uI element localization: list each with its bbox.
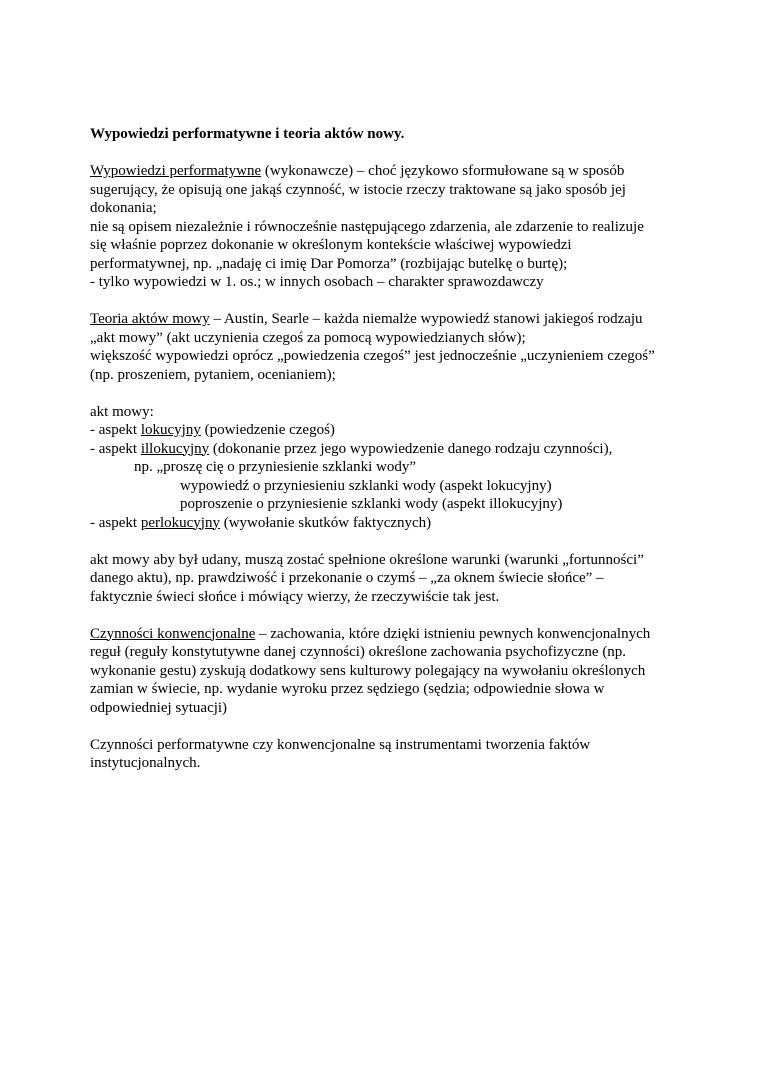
paragraph-line: odpowiedniej sytuacji): [90, 699, 228, 716]
paragraph-line: - tylko wypowiedzi w 1. os.; w innych osobach – charakter sprawozdawczy: [90, 274, 544, 290]
paragraph-line: danego aktu), np. prawdziwość i przekonanie o czymś – „za oknem świecie słońce” –: [90, 570, 604, 586]
paragraph-line: Czynności performatywne czy konwencjonalne są instrumentami tworzenia faktów: [90, 736, 591, 753]
underlined-term: illokucyjny: [140, 440, 210, 457]
section-conventional-acts: [90, 625, 675, 718]
section-conclusion: [90, 736, 675, 773]
list-item: [90, 440, 675, 459]
paragraph-line: (np. proszeniem, pytaniem, ocenianiem);: [90, 366, 336, 383]
underlined-term: Wypowiedzi performatywne: [90, 163, 262, 179]
section-performative-utterances: [90, 162, 675, 292]
text-run: (dokonanie przez jego wypowiedzenie danego rodzaju czynności),: [209, 440, 613, 457]
document-body: [90, 125, 675, 773]
text-run: (powiedzenie czegoś): [200, 422, 335, 438]
paragraph-line: akt mowy aby był udany, muszą zostać spełnione określone warunki (warunki „fortunności”: [90, 551, 644, 568]
paragraph-line: dokonania;: [90, 200, 157, 216]
spacer: [90, 532, 675, 551]
text-run: – zachowania, które dzięki istnieniu pewnych konwencjonalnych: [255, 625, 651, 642]
spacer: [90, 717, 675, 736]
paragraph-line: się właśnie poprzez dokonanie w określonym kontekście właściwej wypowiedzi: [90, 237, 572, 253]
text-run: (wykonawcze) – choć językowo sformułowane są w sposób: [261, 163, 625, 179]
underlined-term: perlokucyjny: [140, 514, 220, 531]
paragraph-line: [90, 310, 675, 329]
example-line: np. „proszę cię o przyniesienie szklanki wody”: [134, 459, 416, 475]
text-run: - aspekt: [90, 422, 141, 438]
section-speech-act-aspects: [90, 403, 675, 533]
section-felicity-conditions: [90, 551, 675, 607]
spacer: [90, 606, 675, 625]
document-title: Wypowiedzi performatywne i teoria aktów nowy.: [90, 126, 405, 142]
paragraph-line: akt mowy:: [90, 403, 154, 420]
spacer: [90, 144, 675, 163]
list-item: [90, 421, 675, 440]
paragraph-line: większość wypowiedzi oprócz „powiedzenia czegoś” jest jednocześnie „uczynieniem czegoś”: [90, 348, 655, 364]
example-line: wypowiedź o przyniesieniu szklanki wody (aspekt lokucyjny): [180, 477, 552, 494]
underlined-term: Czynności konwencjonalne: [90, 625, 256, 642]
paragraph-line: reguł (reguły konstytutywne danej czynności) określone zachowania psychofizyczne (np.: [90, 644, 627, 660]
paragraph-line: [90, 625, 675, 644]
text-run: - aspekt: [90, 514, 141, 531]
paragraph-line: zamian w świecie, np. wydanie wyroku przez sędziego (sędzia; odpowiednie słowa w: [90, 681, 605, 697]
paragraph-line: instytucjonalnych.: [90, 755, 201, 771]
text-run: – Austin, Searle – każda niemalże wypowiedź stanowi jakiegoś rodzaju: [209, 311, 643, 327]
spacer: [90, 292, 675, 311]
text-run: - aspekt: [90, 440, 141, 457]
paragraph-line: [90, 162, 675, 181]
paragraph-line: wykonanie gestu) zyskują dodatkowy sens kulturowy polegający na wywołaniu określonych: [90, 662, 646, 679]
paragraph-line: performatywnej, np. „nadaję ci imię Dar Pomorza” (rozbijając butelkę o burtę);: [90, 255, 568, 272]
paragraph-line: faktycznie świeci słońce i mówiący wierzy, że rzeczywiście tak jest.: [90, 588, 500, 605]
example-line: poproszenie o przyniesienie szklanki wody (aspekt illokucyjny): [180, 496, 563, 512]
section-speech-act-theory: [90, 310, 675, 384]
list-item: [90, 514, 675, 533]
underlined-term: lokucyjny: [140, 422, 201, 438]
underlined-term: Teoria aktów mowy: [90, 311, 210, 327]
paragraph-line: nie są opisem niezależnie i równocześnie następującego zdarzenia, ale zdarzenie to realizuje: [90, 218, 644, 235]
text-run: (wywołanie skutków faktycznych): [219, 514, 432, 531]
paragraph-line: „akt mowy” (akt uczynienia czegoś za pomocą wypowiedzianych słów);: [90, 329, 526, 346]
spacer: [90, 384, 675, 403]
paragraph-line: sugerujący, że opisują one jakąś czynność, w istocie rzeczy traktowane są jako sposób jej: [90, 181, 626, 198]
